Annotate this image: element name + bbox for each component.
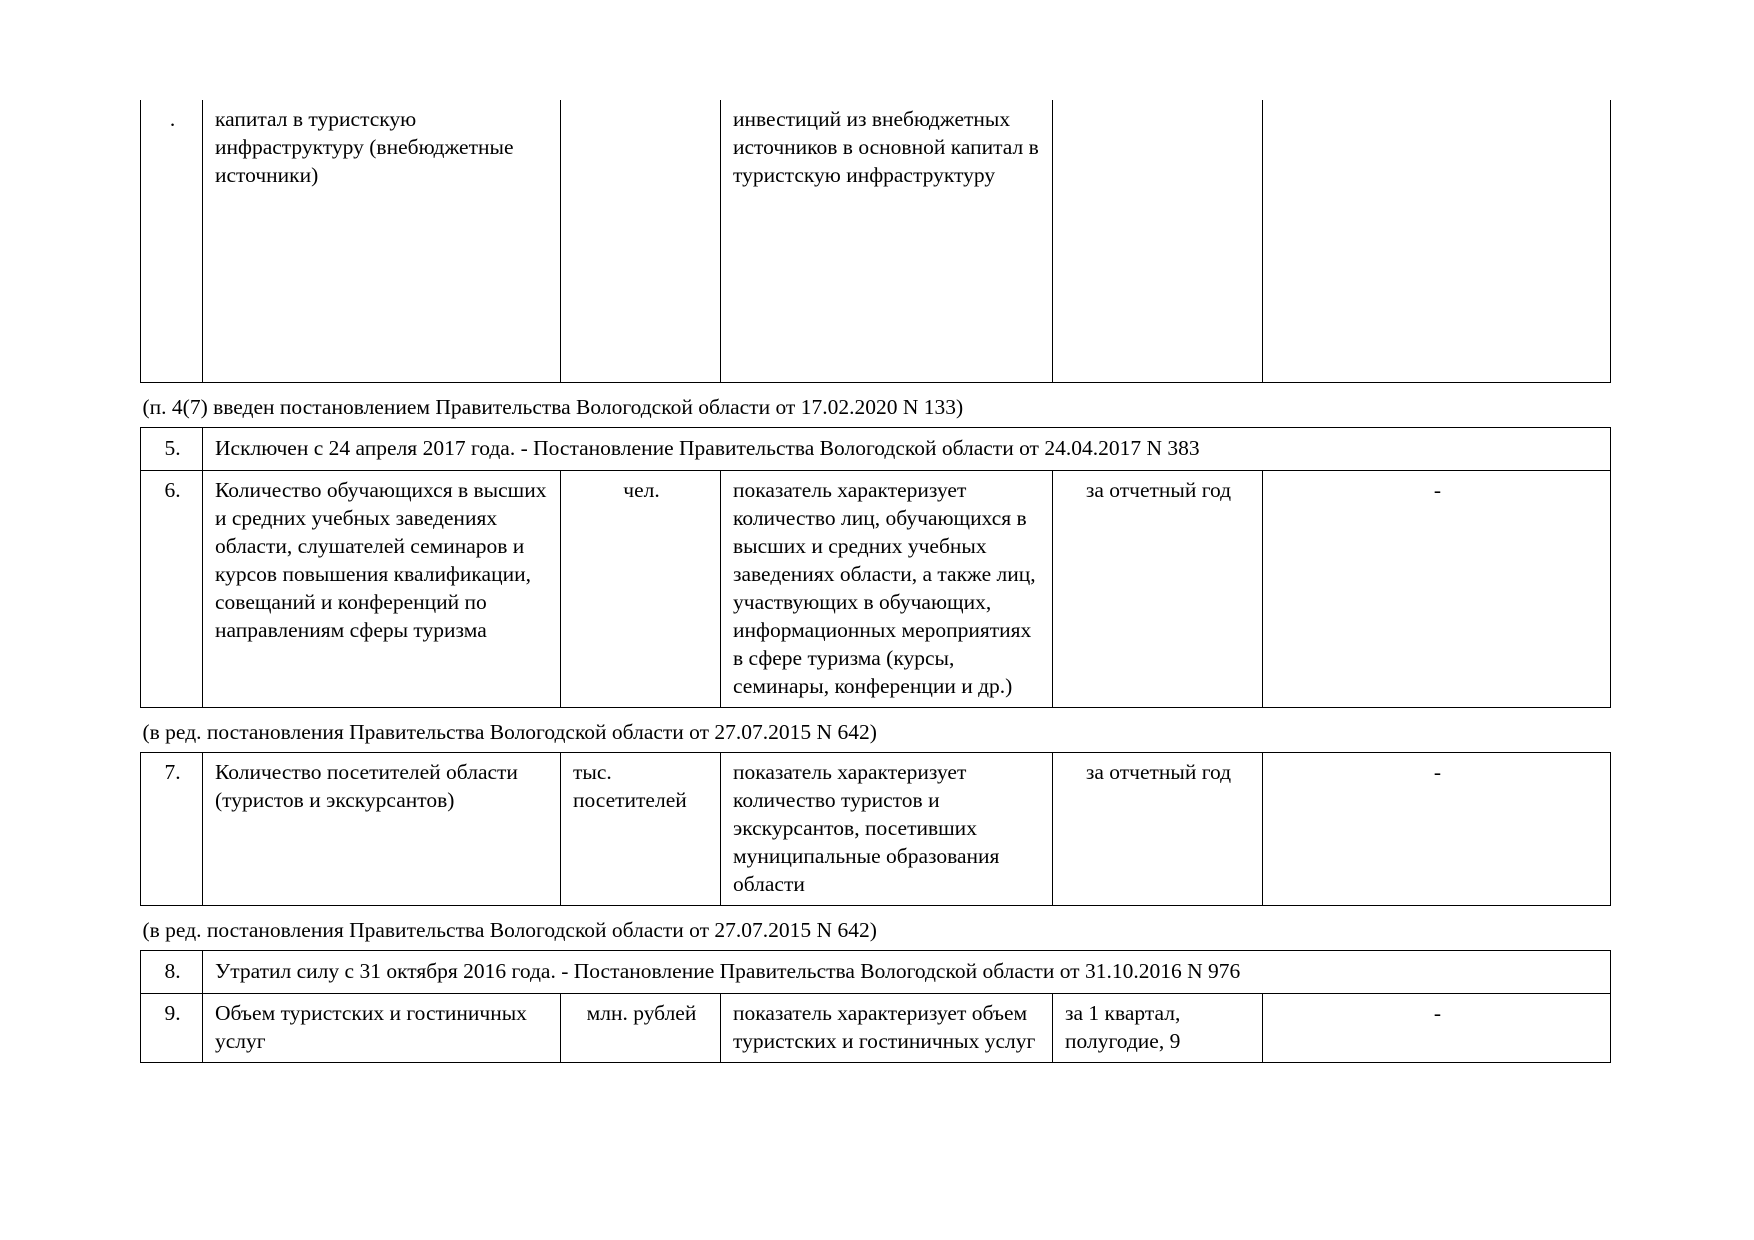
row-unit: тыс. посетителей bbox=[561, 753, 721, 906]
row-unit: чел. bbox=[561, 471, 721, 708]
row-note: - bbox=[1263, 471, 1611, 708]
row-name: капитал в туристскую инфраструктуру (внебюджетные источники) bbox=[203, 100, 561, 383]
amendment-note-text: (в ред. постановления Правительства Вологодской области от 27.07.2015 N 642) bbox=[142, 917, 877, 942]
row-note: - bbox=[1263, 994, 1611, 1063]
amendment-note-text: (в ред. постановления Правительства Вологодской области от 27.07.2015 N 642) bbox=[142, 719, 877, 744]
row-number: 7. bbox=[141, 753, 203, 906]
row-unit: млн. рублей bbox=[561, 994, 721, 1063]
table-row bbox=[141, 753, 1611, 906]
row-description: инвестиций из внебюджетных источников в основной капитал в туристскую инфраструктуру bbox=[721, 100, 1053, 383]
table-row bbox=[141, 428, 1611, 471]
row-period bbox=[1053, 100, 1263, 383]
row-number: 9. bbox=[141, 994, 203, 1063]
table-row bbox=[141, 994, 1611, 1063]
row-number: 8. bbox=[141, 951, 203, 994]
row-name: Объем туристских и гостиничных услуг bbox=[203, 994, 561, 1063]
row-number: . bbox=[141, 100, 203, 383]
row-period: за 1 квартал, полугодие, 9 bbox=[1053, 994, 1263, 1063]
row-name: Количество обучающихся в высших и средних учебных заведениях области, слушателей семинаров и курсов повышения квалификации, совещаний и конференций по направлениям сферы туризма bbox=[203, 471, 561, 708]
row-note: - bbox=[1263, 753, 1611, 906]
row-description: показатель характеризует количество туристов и экскурсантов, посетивших муниципальные образования области bbox=[721, 753, 1053, 906]
row-description: показатель характеризует количество лиц, обучающихся в высших и средних учебных заведениях области, а также лиц, участвующих в обучающих, информационных мероприятиях в сфере туризма (курсы, семинары, конференции и др.) bbox=[721, 471, 1053, 708]
row-unit bbox=[561, 100, 721, 383]
row-name: Количество посетителей области (туристов и экскурсантов) bbox=[203, 753, 561, 906]
amendment-note-text: (п. 4(7) введен постановлением Правительства Вологодской области от 17.02.2020 N 133) bbox=[142, 395, 964, 419]
row-note bbox=[1263, 100, 1611, 383]
row-number: 5. bbox=[141, 428, 203, 471]
amendment-note bbox=[141, 383, 1611, 428]
table-row bbox=[141, 951, 1611, 994]
row-description: показатель характеризует объем туристских и гостиничных услуг bbox=[721, 994, 1053, 1063]
indicators-table bbox=[140, 100, 1611, 1063]
amendment-note bbox=[141, 707, 1611, 752]
row-period: за отчетный год bbox=[1053, 753, 1263, 906]
row-number: 6. bbox=[141, 471, 203, 708]
row-repealed-text: Исключен с 24 апреля 2017 года. - Постановление Правительства Вологодской области от 24.04.2017 N 383 bbox=[203, 428, 1611, 471]
row-repealed-text: Утратил силу с 31 октября 2016 года. - Постановление Правительства Вологодской области от 31.10.2016 N 976 bbox=[203, 951, 1611, 994]
amendment-note bbox=[141, 905, 1611, 950]
table-row bbox=[141, 471, 1611, 708]
row-period: за отчетный год bbox=[1053, 471, 1263, 708]
table-row bbox=[141, 100, 1611, 383]
